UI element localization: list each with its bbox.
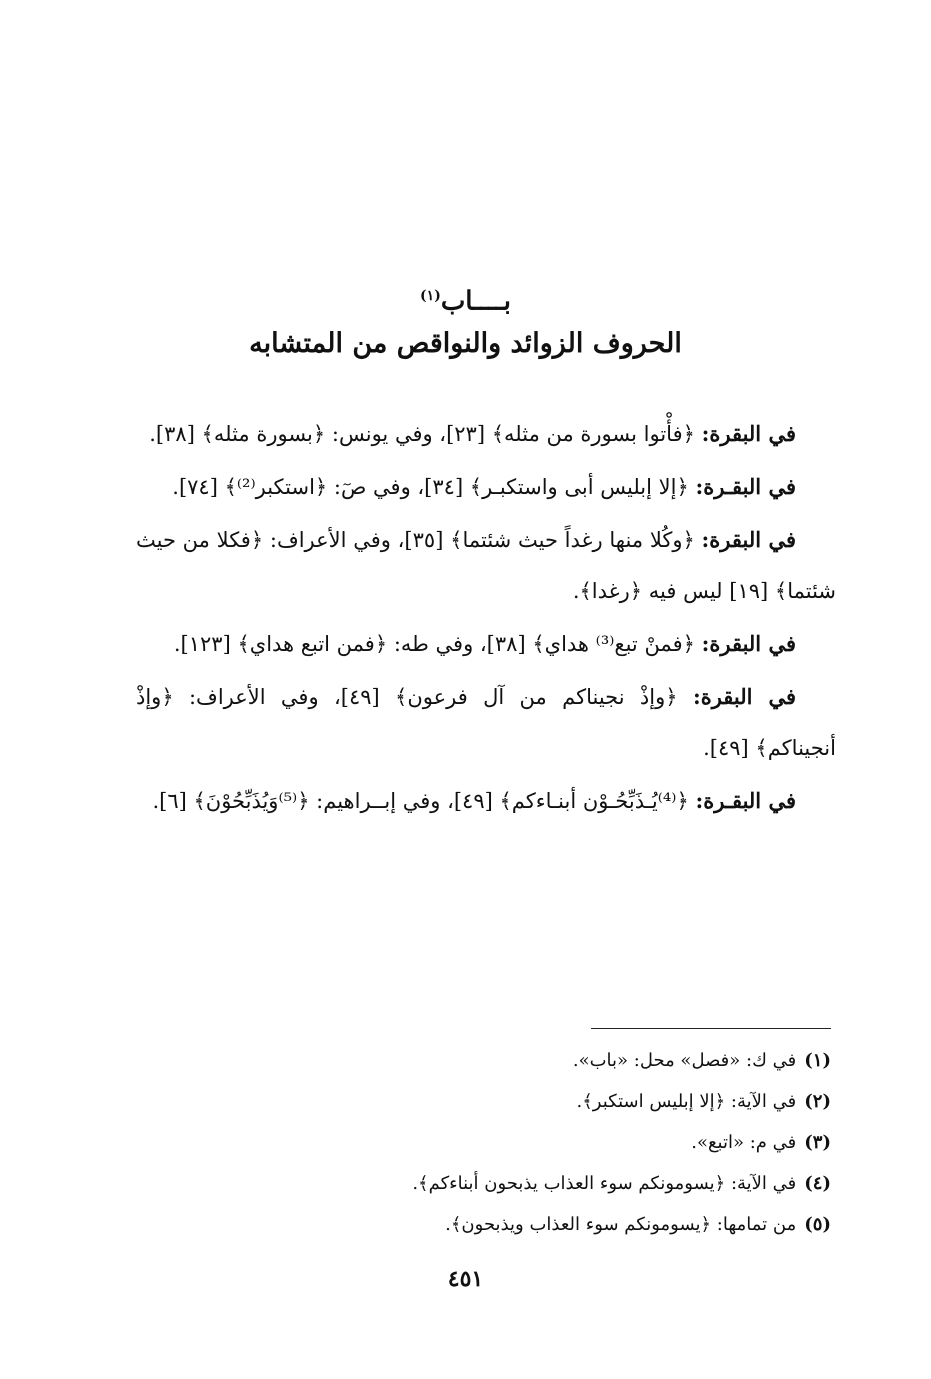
entry-lead: في البقرة: xyxy=(701,631,796,656)
footnote xyxy=(271,1163,831,1204)
footnote-text: في ك: «فصل» محل: «باب». xyxy=(572,1050,797,1071)
entry-lead: في البقرة: xyxy=(701,421,796,446)
entry xyxy=(136,408,836,460)
footnote xyxy=(271,1040,831,1081)
chapter-heading xyxy=(0,276,931,366)
footnote-divider xyxy=(591,1028,831,1029)
entry-lead: في البقرة: xyxy=(701,527,797,552)
chapter-label xyxy=(0,276,931,322)
chapter-title: الحروف الزوائد والنواقص من المتشابه xyxy=(249,327,682,359)
footnote-number: (١) xyxy=(804,1050,831,1071)
footnote-text: في الآية: ﴿يسومونكم سوء العذاب يذبحون أبناءكم﴾. xyxy=(412,1173,797,1194)
footnote-number: (٢) xyxy=(804,1091,831,1112)
entry xyxy=(136,461,836,513)
footnote-number: (٤) xyxy=(804,1173,831,1194)
chapter-label-text: بــــاب xyxy=(440,286,511,317)
body-text xyxy=(136,408,836,828)
entry-lead: في البقـرة: xyxy=(695,788,796,813)
entry xyxy=(136,514,836,617)
footnote xyxy=(271,1122,831,1163)
footnote xyxy=(271,1204,831,1245)
entry-lead: في البقرة: xyxy=(692,684,796,709)
footnote xyxy=(271,1081,831,1122)
entry-text: ﴿وإذْ نجيناكم من آل فرعون﴾ [٤٩]، وفي الأعراف: ﴿وإذْ أنجيناكم﴾ [٤٩]. xyxy=(136,685,836,760)
entry-text: ﴿وكُلا منها رغداً حيث شئتما﴾ [٣٥]، وفي الأعراف: ﴿فكلا من حيث شئتما﴾ [١٩] ليس فيه ﴿رغدا﴾. xyxy=(136,528,836,603)
entry-text: ﴿فأْتوا بسورة من مثله﴾ [٢٣]، وفي يونس: ﴿بسورة مثله﴾ [٣٨]. xyxy=(149,422,695,446)
entry xyxy=(136,618,836,670)
footnote-number: (٥) xyxy=(804,1214,831,1235)
chapter-footnote-ref: (١) xyxy=(420,288,441,304)
footnote-number: (٣) xyxy=(804,1132,831,1153)
footnotes xyxy=(271,1040,831,1245)
entry-text: ﴿⁽⁴⁾يُـذَبِّحُـوْن أبنـاءكم﴾ [٤٩]، وفي إبــراهيم: ﴿⁽⁵⁾وَيُذَبِّحُوْنَ﴾ [٦]. xyxy=(152,789,689,813)
footnote-text: في م: «اتبع». xyxy=(691,1132,797,1153)
footnote-text: من تمامها: ﴿يسومونكم سوء العذاب ويذبحون﴾. xyxy=(445,1214,797,1235)
entry-text: ﴿إلا إبليس أبى واستكبـر﴾ [٣٤]، وفي صٓ: ﴿استكبر⁽²⁾﴾ [٧٤]. xyxy=(172,475,689,499)
entry xyxy=(136,775,836,827)
entry-lead: في البقـرة: xyxy=(695,474,796,499)
entry-text: ﴿فمنْ تبع⁽³⁾ هداي﴾ [٣٨]، وفي طه: ﴿فمن اتبع هداي﴾ [١٢٣]. xyxy=(173,632,695,656)
page-number: ٤٥١ xyxy=(447,1266,484,1292)
entry xyxy=(136,671,836,774)
footnote-text: في الآية: ﴿إلا إبليس استكبر﴾. xyxy=(576,1091,797,1112)
